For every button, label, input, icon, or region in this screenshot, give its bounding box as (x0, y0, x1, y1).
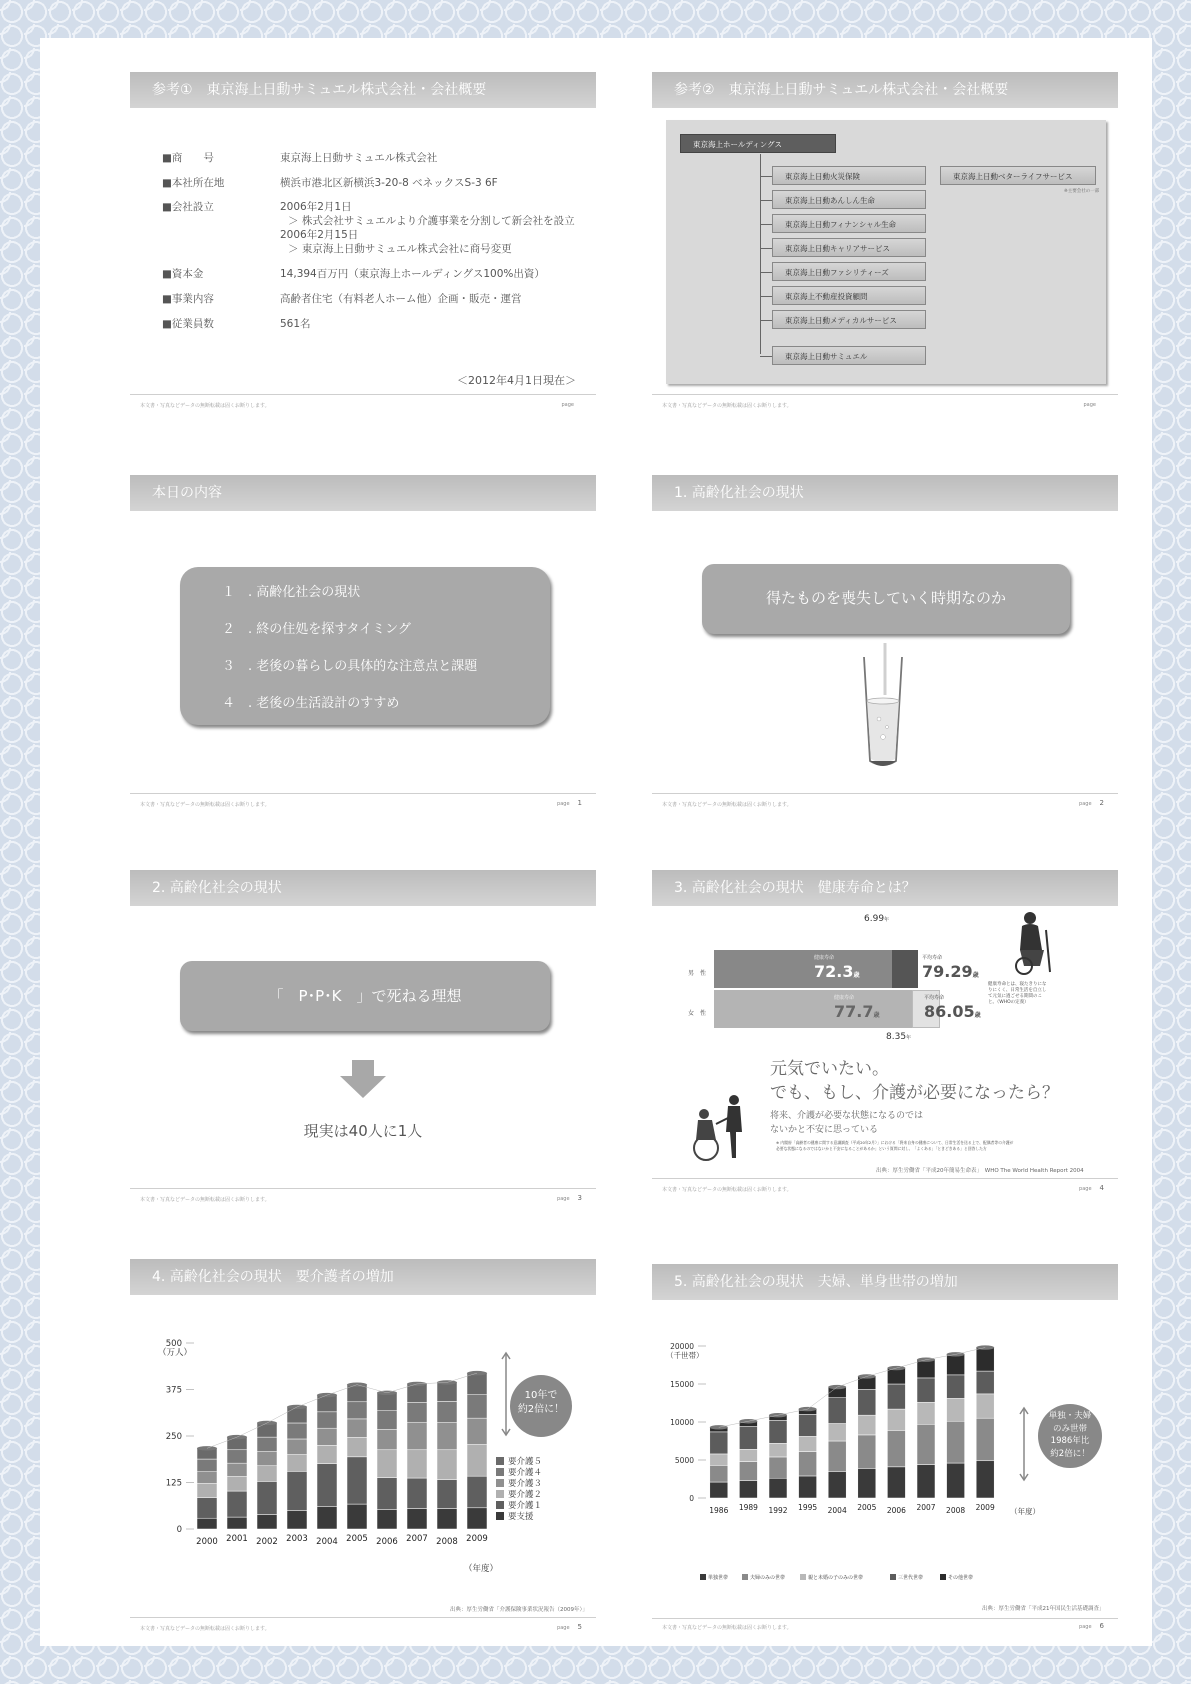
callout-circle: 10年で 約2倍に！ (510, 1375, 572, 1437)
bar-segment (799, 1476, 817, 1498)
bar-segment (377, 1429, 397, 1449)
bar-segment (976, 1371, 994, 1394)
water-glass-image (848, 643, 918, 771)
bar-segment (407, 1384, 427, 1403)
bar-segment (317, 1445, 337, 1463)
gap-male: 6.99年 (864, 914, 890, 924)
x-axis-label: （年度） (1010, 1507, 1040, 1516)
info-row (162, 227, 359, 241)
legend-label: 親と未婚の子のみの世帯 (808, 1575, 864, 1581)
legend-label: 要介護１ (508, 1501, 543, 1511)
bar-segment (799, 1452, 817, 1476)
org-chart-panel (666, 120, 1106, 384)
bar-segment (799, 1436, 817, 1451)
footer-note: 本文書・写真などデータの無断転載は固くお断りします。 (662, 1187, 792, 1193)
legend-swatch (700, 1574, 706, 1580)
bar-segment (287, 1471, 307, 1510)
legend-label: 要介護２ (508, 1490, 543, 1500)
y-tick-label: 375 (165, 1385, 182, 1396)
male-gap-bar (892, 950, 918, 988)
org-box-company: 東京海上日動あんしん生命 (772, 190, 926, 209)
agenda-item: ３ . 老後の暮らしの具体的な注意点と課題 (222, 659, 478, 674)
caregiver-wheelchair-image (686, 1092, 754, 1162)
legend-label: 要介護４ (508, 1468, 543, 1478)
bar-segment (710, 1465, 728, 1482)
y-tick-label: 10000 (670, 1418, 694, 1427)
source-text: 出典：厚生労働省「平成21年国民生活基礎調査」 (982, 1606, 1105, 1612)
bar-segment (347, 1437, 367, 1456)
footer-note: 本文書・写真などデータの無断転載は固くお断りします。 (140, 802, 270, 808)
bar-segment (377, 1478, 397, 1510)
slide-title: 3. 高齢化社会の現状 健康寿命とは？ (652, 870, 1118, 906)
x-tick-label: 2006 (376, 1537, 398, 1547)
legend-swatch (742, 1574, 748, 1580)
info-row (162, 150, 438, 165)
slide-aging-society (652, 475, 1118, 820)
page-number: page (1083, 402, 1096, 408)
x-tick-label: 2007 (916, 1503, 936, 1512)
care-level-chart (130, 1295, 596, 1595)
agenda-panel (180, 567, 550, 725)
bar-segment (769, 1420, 787, 1443)
x-tick-label: 2001 (226, 1534, 248, 1544)
slide-company-overview (130, 72, 596, 432)
org-box-company: 東京海上日動ファシリティーズ (772, 262, 926, 281)
bar-segment (828, 1471, 846, 1498)
bar-segment (197, 1498, 217, 1518)
bar-segment (287, 1439, 307, 1455)
legend-item (496, 1510, 534, 1522)
healthy-life-note: 健康寿命とは、寝たきりになりにくく、日常生活を自立して元気に過ごせる期間のこと。（WHOの定義） (988, 982, 1047, 1005)
x-tick-label: 2002 (256, 1537, 278, 1547)
bar-segment (437, 1480, 457, 1509)
bar-segment (858, 1435, 876, 1468)
legend-swatch (496, 1468, 504, 1476)
bar-segment (377, 1393, 397, 1411)
legend-swatch (496, 1501, 504, 1509)
bar-segment (347, 1419, 367, 1438)
male-healthy-value: 72.3歳 (814, 962, 860, 981)
bar-segment (197, 1459, 217, 1472)
bar-segment (197, 1483, 217, 1498)
bar-segment (407, 1509, 427, 1529)
bar-segment (377, 1450, 397, 1478)
bar-segment (710, 1454, 728, 1465)
female-healthy-value: 77.7歳 (834, 1002, 880, 1021)
x-tick-label: 2000 (196, 1537, 218, 1547)
bar-segment (467, 1508, 487, 1529)
bar-segment (887, 1368, 905, 1384)
legend-item (940, 1574, 973, 1581)
bar-segment (976, 1461, 994, 1498)
bar-segment (828, 1424, 846, 1441)
y-tick-label: 250 (165, 1432, 182, 1442)
x-tick-label: 2009 (466, 1534, 488, 1544)
bar-segment (407, 1450, 427, 1478)
headline-panel (180, 961, 550, 1031)
y-axis-label: （千世帯） (666, 1351, 704, 1360)
female-label: 女 性 (688, 1010, 707, 1017)
info-value: 高齢者住宅（有料老人ホーム他）企画・販売・運営 (280, 293, 522, 305)
slide-title: 4. 高齢化社会の現状 要介護者の増加 (130, 1259, 596, 1295)
handout-sheet (40, 38, 1152, 1646)
slide-title: 本日の内容 (130, 475, 596, 511)
reality-text: 現実は40人に1人 (303, 1122, 423, 1140)
y-tick-label: 125 (165, 1478, 182, 1489)
female-average-value: 86.05歳 (924, 1002, 981, 1021)
info-label: ■事業内容 (162, 293, 214, 305)
y-axis-label: （万人） (158, 1348, 193, 1358)
bar-segment (769, 1457, 787, 1478)
footer-note: 本文書・写真などデータの無断転載は固くお断りします。 (140, 403, 270, 409)
fine-print-1: ※ 内閣府「高齢者の健康に関する意識調査（平成20年2月）」における「将来自身の健康について、日常生活を送る上で、配偶者等の介護が (776, 1140, 1014, 1145)
info-value: 東京海上日動サミュエル株式会社 (280, 152, 438, 164)
legend-item (700, 1574, 728, 1581)
bar-segment (347, 1504, 367, 1529)
legend-label: 夫婦のみの世帯 (750, 1575, 786, 1581)
footer-note: 本文書・写真などデータの無断転載は固くお断りします。 (662, 1625, 792, 1631)
female-healthy-bar (714, 990, 912, 1028)
legend-item (742, 1574, 785, 1581)
bar-segment (858, 1389, 876, 1415)
bar-segment (739, 1427, 757, 1450)
footer-note: 本文書・写真などデータの無断転載は固くお断りします。 (662, 403, 792, 409)
sub-text-1: 将来、介護が必要な状態になるのでは (770, 1111, 924, 1121)
org-box-company: 東京海上日動フィナンシャル生命 (772, 214, 926, 233)
legend-label: 要支援 (508, 1512, 534, 1522)
slide-household-increase (652, 1264, 1118, 1639)
info-value: 横浜市港北区新横浜3-20-8 ベネックスS-3 6F (280, 177, 498, 189)
info-row (162, 175, 498, 190)
sub-text-2: ないかと不安に思っている (770, 1125, 879, 1135)
info-row (162, 241, 512, 255)
legend-label: 要介護３ (508, 1479, 543, 1489)
bar-segment (467, 1476, 487, 1508)
headline-text: 得たものを喪失していく時期なのか (765, 589, 1006, 607)
bar-segment (197, 1518, 217, 1529)
info-label: ■従業員数 (162, 318, 214, 330)
gap-female: 8.35年 (886, 1032, 912, 1042)
legend-swatch (890, 1574, 896, 1580)
info-row (162, 316, 311, 331)
legend-swatch (496, 1512, 504, 1520)
bar-segment (887, 1409, 905, 1430)
male-average-value: 79.29歳 (922, 962, 979, 981)
bar-segment (287, 1510, 307, 1529)
page-number: page 5 (557, 1623, 582, 1631)
bar-segment (799, 1414, 817, 1436)
page-number: page 2 (1079, 799, 1104, 807)
y-tick-label: 20000 (670, 1342, 694, 1351)
bar-segment (947, 1354, 965, 1375)
info-value: ＞ 東京海上日動サミュエル株式会社に商号変更 (288, 243, 512, 255)
bar-segment (437, 1382, 457, 1401)
org-note: ※主要会社の一部 (1064, 189, 1100, 194)
page-number: page 1 (557, 799, 582, 807)
legend-label: 三世代世帯 (898, 1575, 924, 1581)
bar-segment (947, 1375, 965, 1399)
bar-segment (976, 1394, 994, 1418)
footer-note: 本文書・写真などデータの無断転載は固くお断りします。 (662, 802, 792, 808)
x-tick-label: 2005 (346, 1534, 368, 1544)
down-arrow-icon (340, 1060, 386, 1098)
bar-segment (917, 1465, 935, 1498)
x-axis-label: （年度） (464, 1564, 499, 1574)
slide-group-chart (652, 72, 1118, 432)
bar-segment (467, 1418, 487, 1444)
info-row (162, 213, 575, 227)
org-box-company: 東京海上日動メディカルサービス (772, 310, 926, 329)
bar-segment (377, 1510, 397, 1529)
slide-title: 参考② 東京海上日動サミュエル株式会社・会社概要 (652, 72, 1118, 108)
bar-segment (437, 1401, 457, 1422)
bar-segment (858, 1415, 876, 1435)
info-value: ＞ 株式会社サミュエルより介護事業を分割して新会社を設立 (288, 215, 575, 227)
x-tick-label: 2008 (436, 1537, 458, 1547)
legend-item (890, 1574, 923, 1581)
bar-segment (437, 1423, 457, 1450)
headline-panel (702, 564, 1070, 634)
bar-segment (437, 1509, 457, 1529)
bar-segment (976, 1348, 994, 1372)
bar-segment (739, 1449, 757, 1461)
x-tick-label: 2006 (886, 1506, 906, 1515)
x-tick-label: 2009 (975, 1503, 995, 1512)
agenda-item: ４ . 老後の生活設計のすすめ (222, 696, 400, 711)
bar-segment (917, 1378, 935, 1402)
bar-segment (407, 1403, 427, 1423)
x-tick-label: 2004 (827, 1506, 847, 1515)
agenda-item: ２ . 終の住処を探すタイミング (222, 622, 411, 637)
male-label: 男 性 (688, 970, 707, 977)
bar-segment (769, 1478, 787, 1498)
bar-segment (227, 1517, 247, 1529)
bar-segment (769, 1443, 787, 1457)
org-root-box: 東京海上ホールディングス (680, 134, 836, 153)
slide-title: 2. 高齢化社会の現状 (130, 870, 596, 906)
y-tick-label: 500 (165, 1339, 182, 1349)
bar-segment (347, 1402, 367, 1419)
org-box-company: 東京海上日動キャリアサービス (772, 238, 926, 257)
bar-segment (257, 1437, 277, 1451)
bar-segment (710, 1432, 728, 1454)
bar-segment (407, 1422, 427, 1450)
bar-segment (467, 1445, 487, 1477)
info-row (162, 266, 545, 281)
legend-label: その他世帯 (948, 1575, 974, 1581)
callout-circle: 単独・夫婦 のみ世帯 1986年比 約2倍に！ (1038, 1404, 1102, 1468)
bar-segment (739, 1481, 757, 1498)
bar-segment (917, 1360, 935, 1378)
bar-segment (257, 1481, 277, 1514)
slide-title: 1. 高齢化社会の現状 (652, 475, 1118, 511)
bar-segment (828, 1398, 846, 1424)
bar-segment (887, 1384, 905, 1409)
info-row (162, 199, 352, 214)
org-box-company: 東京海上日動サミュエル (772, 346, 926, 365)
legend-item (800, 1574, 863, 1581)
y-tick-label: 5000 (674, 1456, 694, 1465)
bar-segment (377, 1411, 397, 1430)
agenda-item: １ . 高齢化社会の現状 (222, 585, 361, 600)
elderly-silhouette-image (1008, 910, 1056, 976)
bar-segment (858, 1468, 876, 1498)
y-tick-label: 15000 (670, 1380, 694, 1389)
legend-swatch (496, 1479, 504, 1487)
bar-segment (227, 1491, 247, 1517)
x-tick-label: 1986 (709, 1506, 729, 1515)
slide-title: 参考① 東京海上日動サミュエル株式会社・会社概要 (130, 72, 596, 108)
bar-segment (317, 1507, 337, 1529)
legend-swatch (496, 1490, 504, 1498)
legend-swatch (940, 1574, 946, 1580)
bar-segment (287, 1407, 307, 1423)
x-tick-label: 2003 (286, 1534, 308, 1544)
org-box-side-company: 東京海上日動ベターライフサービス (940, 166, 1096, 185)
info-label: ■資本金 (162, 268, 204, 280)
bar-segment (947, 1398, 965, 1421)
page-number: page 4 (1079, 1184, 1104, 1192)
bar-segment (947, 1421, 965, 1463)
bar-segment (828, 1441, 846, 1471)
bar-segment (917, 1424, 935, 1464)
source-text: 出典：厚生労働省「介護保険事業状況報告（2009年）」 (450, 1607, 588, 1613)
headline-text: 「 P･P･K 」で死ねる理想 (268, 987, 462, 1005)
bar-segment (887, 1467, 905, 1498)
bar-segment (710, 1482, 728, 1498)
slide-title: 5. 高齢化社会の現状 夫婦、単身世帯の増加 (652, 1264, 1118, 1300)
info-value: 14,394百万円（東京海上ホールディングス100%出資） (280, 268, 545, 280)
bar-segment (227, 1450, 247, 1463)
fine-print-2: 必要な状態になるのではないかと不安になることがあるか」という質問に対し、「よくある」「ときどきある」と回答した方 (776, 1146, 987, 1151)
bar-segment (347, 1457, 367, 1504)
slide-agenda (130, 475, 596, 820)
info-label: ■会社設立 (162, 201, 214, 213)
info-value: 561名 (280, 318, 311, 330)
source-text: 出典：厚生労働省「平成20年簡易生命表」 WHO The World Health Report 2004 (876, 1168, 1084, 1174)
info-label: ■商 号 (162, 152, 214, 164)
bar-segment (467, 1373, 487, 1395)
x-tick-label: 1989 (738, 1503, 758, 1512)
legend-swatch (800, 1574, 806, 1580)
bar-segment (467, 1395, 487, 1418)
page-number: page (561, 402, 574, 408)
x-tick-label: 2004 (316, 1537, 338, 1547)
bar-segment (317, 1412, 337, 1428)
x-tick-label: 1992 (768, 1506, 788, 1515)
org-box-company: 東京海上日動火災保険 (772, 166, 926, 185)
bar-segment (317, 1428, 337, 1445)
x-tick-label: 2005 (857, 1503, 877, 1512)
legend-label: 要介護５ (508, 1457, 543, 1467)
bar-segment (227, 1463, 247, 1476)
bar-segment (739, 1462, 757, 1481)
y-tick-label: 0 (176, 1525, 182, 1535)
footer-note: 本文書・写真などデータの無断転載は固くお断りします。 (140, 1197, 270, 1203)
bar-segment (197, 1472, 217, 1484)
bar-segment (317, 1464, 337, 1507)
headline-1: 元気でいたい。 (770, 1059, 889, 1079)
bar-segment (257, 1466, 277, 1482)
slide-ppk (130, 870, 596, 1215)
x-tick-label: 2007 (406, 1534, 428, 1544)
footer-note: 本文書・写真などデータの無断転載は固くお断りします。 (140, 1626, 270, 1632)
as-of-date: ＜2012年4月1日現在＞ (457, 374, 576, 387)
page-number: page 6 (1079, 1622, 1104, 1630)
bar-segment (407, 1478, 427, 1509)
bar-segment (257, 1514, 277, 1529)
bar-segment (287, 1455, 307, 1472)
slide-care-increase (130, 1259, 596, 1639)
slide-healthy-life: 3. 高齢化社会の現状 健康寿命とは？ 6.99年 男 性 健康寿命 72.3歳 平均寿命 79.29歳 女 性 健康寿命 77.7歳 平均寿命 86.05歳 8.35年 健康寿命とは、寝たきりになりにくく、日常生活を自立して元気に過ごせる期間のこと。（WHOの定義） 元気でいたい。 でも、もし、介護が必要になったら？ 将来、介護が必要な状態になるのでは ないかと不安に思っている ※ 内閣府「高齢者の健康に関する意識調査（平成20年2月）」における「将来自身の健康について、日常生活を送る上で、配偶者等の介護が 必要な状態になるのではないかと不安になることがあるか」という質問に対し、「よくある」「ときどきある」と回答した方 出典：厚生労働省「平成20年簡易生命表」 WHO The World Health Report 2004 本文書・写真などデータの無断転載は固くお断りします。 page 4 (652, 870, 1118, 1215)
headline-2: でも、もし、介護が必要になったら？ (770, 1083, 1059, 1103)
bar-segment (227, 1477, 247, 1492)
y-tick-label: 0 (689, 1494, 694, 1503)
bar-segment (887, 1430, 905, 1466)
legend-swatch (496, 1457, 504, 1465)
legend-label: 単独世帯 (708, 1575, 729, 1581)
x-tick-label: 2008 (946, 1506, 966, 1515)
bar-segment (917, 1402, 935, 1424)
page-number: page 3 (557, 1194, 582, 1202)
bar-segment (976, 1418, 994, 1461)
org-box-company: 東京海上不動産投資顧問 (772, 286, 926, 305)
bar-segment (287, 1423, 307, 1439)
info-row (162, 291, 522, 306)
info-label: ■本社所在地 (162, 177, 225, 189)
bar-segment (437, 1450, 457, 1480)
bar-segment (257, 1451, 277, 1466)
male-healthy-bar (714, 950, 892, 988)
info-value: 2006年2月15日 (280, 229, 359, 241)
x-tick-label: 1995 (798, 1503, 818, 1512)
bar-segment (947, 1463, 965, 1498)
info-value: 2006年2月1日 (280, 201, 352, 213)
